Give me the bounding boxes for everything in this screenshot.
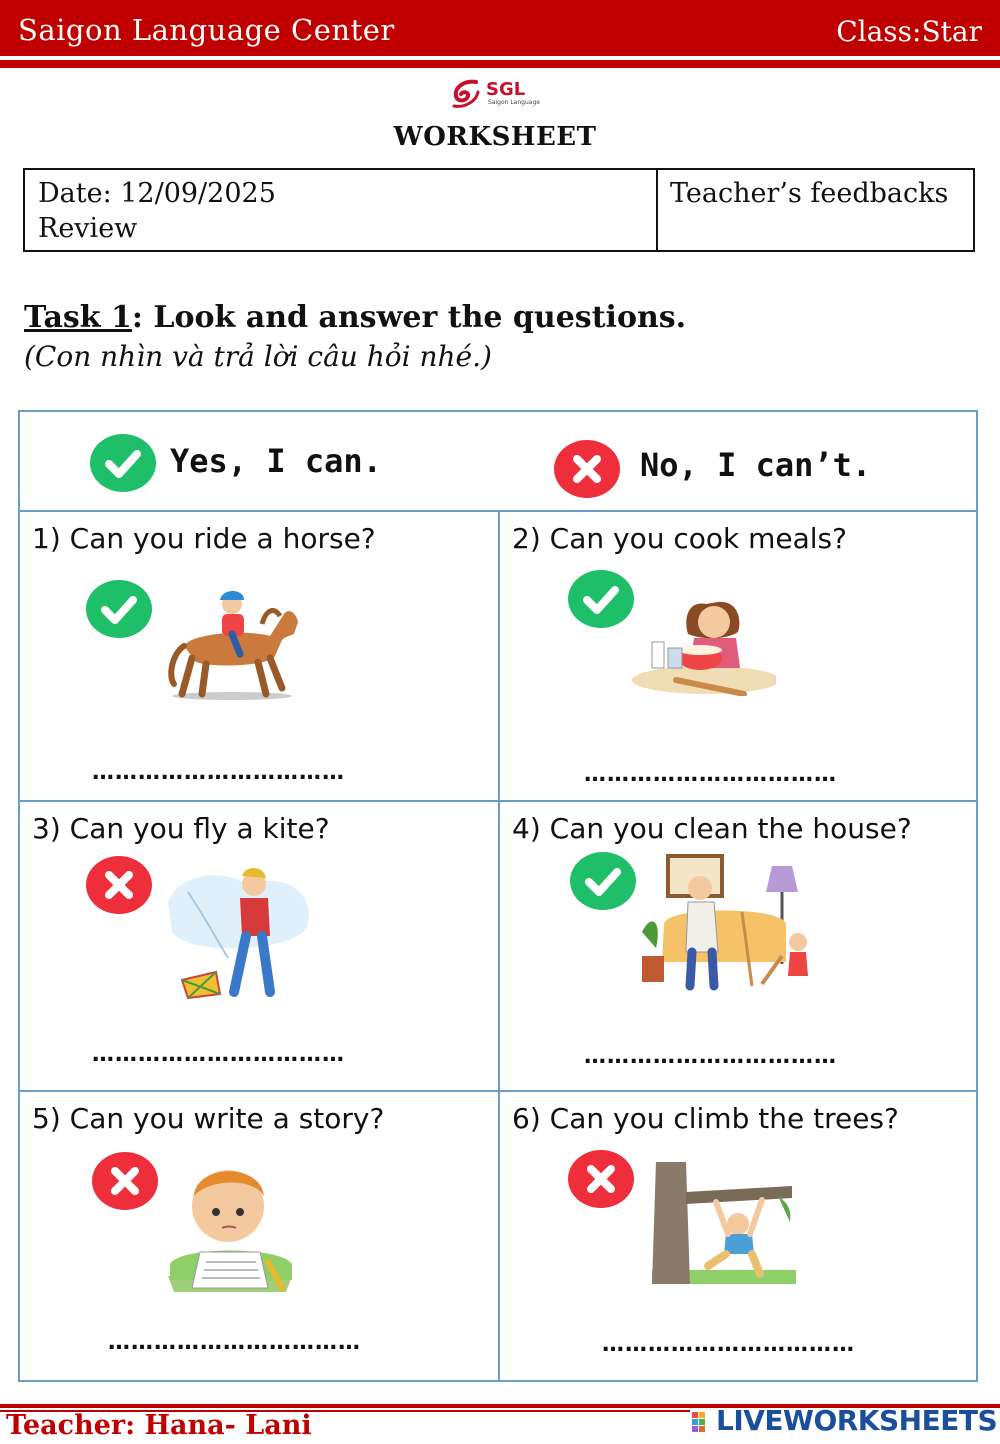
check-icon: [90, 434, 156, 492]
logo-text: SGL: [486, 79, 526, 100]
answer-blank-2[interactable]: ……………………………: [584, 762, 837, 787]
check-icon: [568, 570, 634, 628]
info-divider: [656, 170, 658, 250]
task-translation: (Con nhìn và trả lời câu hỏi nhé.): [24, 340, 492, 373]
sgl-logo: [448, 76, 548, 112]
check-icon: [86, 580, 152, 638]
answer-blank-3[interactable]: ……………………………: [92, 1042, 345, 1067]
check-icon: [570, 852, 636, 910]
liveworksheets-logo-icon: [692, 1410, 714, 1434]
house-cleaning-illustration: [632, 852, 822, 992]
feedback-label: Teacher’s feedbacks: [670, 178, 949, 209]
grid-line: [498, 512, 500, 1382]
worksheet-title: WORKSHEET: [393, 122, 597, 152]
question-2: 2) Can you cook meals?: [512, 522, 848, 555]
task-instruction: : Look and answer the questions.: [131, 300, 687, 335]
legend-yes: Yes, I can.: [170, 442, 382, 480]
answer-blank-6[interactable]: ……………………………: [602, 1332, 855, 1357]
date-field: Date: 12/09/2025: [38, 178, 276, 209]
question-4: 4) Can you clean the house?: [512, 812, 912, 845]
task-heading: [24, 300, 686, 335]
question-3: 3) Can you fly a kite?: [32, 812, 330, 845]
logo-tagline: Saigon Language: [488, 99, 540, 106]
writing-story-illustration: [160, 1156, 300, 1296]
question-1: 1) Can you ride a horse?: [32, 522, 376, 555]
question-grid: [18, 410, 978, 1382]
liveworksheets-watermark: LIVEWORKSHEETS: [716, 1404, 998, 1437]
cross-icon: [554, 440, 620, 498]
answer-blank-1[interactable]: ……………………………: [92, 760, 345, 785]
header-rule: [0, 60, 1000, 68]
topic-field: Review: [38, 213, 138, 244]
info-table: [23, 168, 975, 252]
tree-climbing-illustration: [652, 1162, 796, 1284]
question-6: 6) Can you climb the trees?: [512, 1102, 899, 1135]
class-label: Class:Star: [836, 15, 982, 48]
logo-swirl-icon: [448, 78, 484, 110]
cross-icon: [92, 1152, 158, 1210]
cooking-illustration: [626, 582, 776, 696]
answer-blank-4[interactable]: ……………………………: [584, 1044, 837, 1069]
cross-icon: [568, 1150, 634, 1208]
kite-flying-illustration: [158, 862, 318, 1008]
center-name: Saigon Language Center: [18, 13, 395, 47]
legend-no: No, I can’t.: [640, 446, 872, 484]
question-5: 5) Can you write a story?: [32, 1102, 385, 1135]
cross-icon: [86, 856, 152, 914]
header-bar: [0, 0, 1000, 56]
answer-blank-5[interactable]: ……………………………: [108, 1330, 361, 1355]
teacher-name: Teacher: Hana- Lani: [6, 1410, 312, 1441]
task-label: Task 1: [24, 300, 132, 335]
horse-riding-illustration: [162, 584, 302, 702]
